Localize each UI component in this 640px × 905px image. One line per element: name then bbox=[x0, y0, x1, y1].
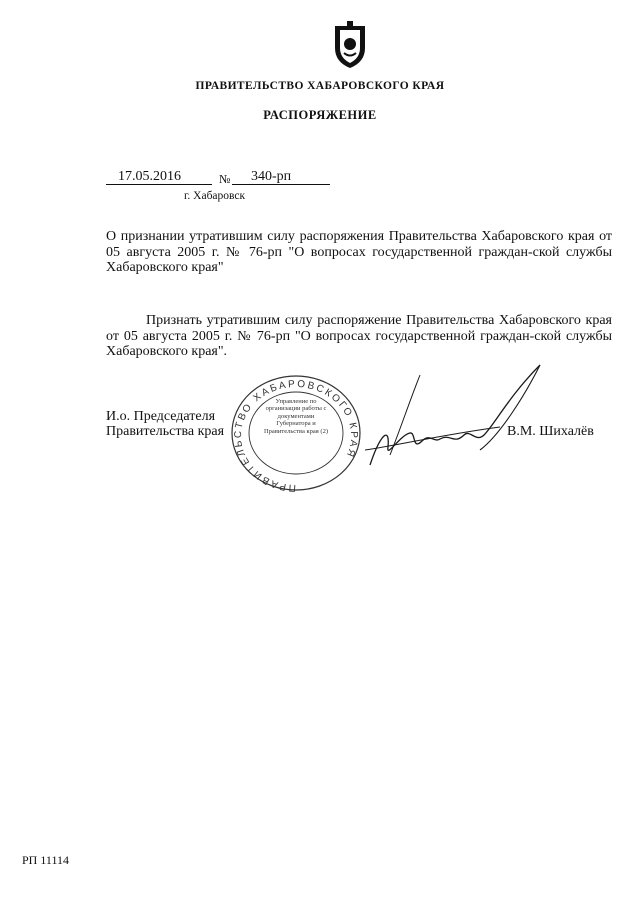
stamp-ring-text: ПРАВИТЕЛЬСТВО ХАБАРОВСКОГО КРАЯ bbox=[232, 378, 360, 494]
signatory-name: В.М. Шихалёв bbox=[507, 424, 594, 439]
signatory-position-line1: И.о. Председателя bbox=[106, 409, 216, 424]
stamp-inner-text: Управление по организации работы с документами Губернатора и Правительства края (2) bbox=[263, 398, 329, 435]
handwritten-signature-icon bbox=[360, 355, 560, 480]
order-date: 17.05.2016 bbox=[118, 169, 181, 184]
order-number: 340-рп bbox=[251, 169, 292, 184]
document-subject: О признании утратившим силу распоряжения Правительства Хабаровского края от 05 августа 2005 г. № 76-рп "О вопросах государственной граждан-ской службы Хабаровского края" bbox=[106, 229, 612, 275]
government-title: ПРАВИТЕЛЬСТВО ХАБАРОВСКОГО КРАЯ bbox=[195, 80, 445, 92]
document-body: Признать утратившим силу распоряжение Правительства Хабаровского края от 05 августа 2005 г. № 76-рп "О вопросах государственной граждан-ской службы Хабаровского края". bbox=[106, 313, 612, 359]
svg-text:ПРАВИТЕЛЬСТВО ХАБАРОВСКОГО КРА bbox=[233, 379, 359, 493]
number-underline bbox=[232, 184, 330, 185]
signatory-position-line2: Правительства края bbox=[106, 424, 225, 439]
date-underline bbox=[106, 184, 212, 185]
number-sign: № bbox=[219, 172, 231, 186]
coat-of-arms-icon bbox=[329, 20, 371, 70]
document-code: РП 11114 bbox=[22, 853, 70, 867]
document-type-title: РАСПОРЯЖЕНИЕ bbox=[263, 108, 377, 122]
signatory-position bbox=[106, 409, 224, 439]
city-label: г. Хабаровск bbox=[184, 190, 246, 202]
